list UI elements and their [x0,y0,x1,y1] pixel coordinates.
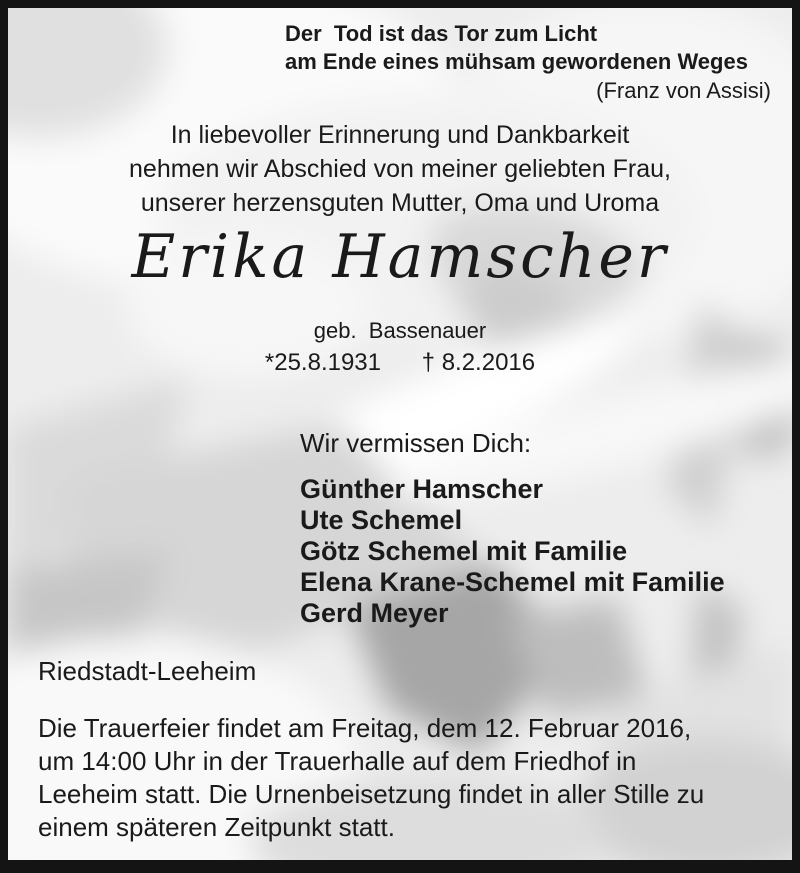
notice-content [8,8,792,860]
birth-date: *25.8.1931 [264,349,381,376]
intro-line-1: In liebevoller Erinnerung und Dankbarkeit [170,121,630,149]
epigraph-line-1: Der Tod ist das Tor zum Licht [285,21,598,46]
mourners-heading: Wir vermissen Dich: [300,428,532,458]
life-dates [8,349,792,377]
place-name: Riedstadt-Leeheim [38,656,257,686]
funeral-line-3: Leeheim statt. Die Urnenbeisetzung findet in aller Stille zu [38,779,705,809]
intro-line-3: unserer herzensguten Mutter, Oma und Uroma [140,189,660,217]
intro-paragraph [8,118,792,220]
epigraph-line-2: am Ende eines mühsam gewordenen Weges [285,49,748,74]
mourners-block [300,428,725,629]
death-date: † 8.2.2016 [421,349,536,376]
mourner-name: Götz Schemel mit Familie [300,536,628,566]
epigraph-attribution: (Franz von Assisi) [596,78,771,103]
deceased-name: Erika Hamscher [131,222,669,292]
intro-line-2: nehmen wir Abschied von meiner geliebten Frau, [129,155,671,183]
funeral-line-2: um 14:00 Uhr in der Trauerhalle auf dem Friedhof in [38,746,637,776]
maiden-name: geb. Bassenauer [313,318,487,343]
mourner-name: Gerd Meyer [300,598,449,628]
funeral-details [38,712,768,844]
obituary-notice [8,8,792,860]
mourner-name: Elena Krane-Schemel mit Familie [300,567,725,597]
mourner-name: Günther Hamscher [300,474,544,504]
funeral-line-4: einem späteren Zeitpunkt statt. [38,812,395,842]
mourner-name: Ute Schemel [300,505,463,535]
funeral-line-1: Die Trauerfeier findet am Freitag, dem 12. Februar 2016, [38,713,692,743]
epigraph [285,20,771,105]
